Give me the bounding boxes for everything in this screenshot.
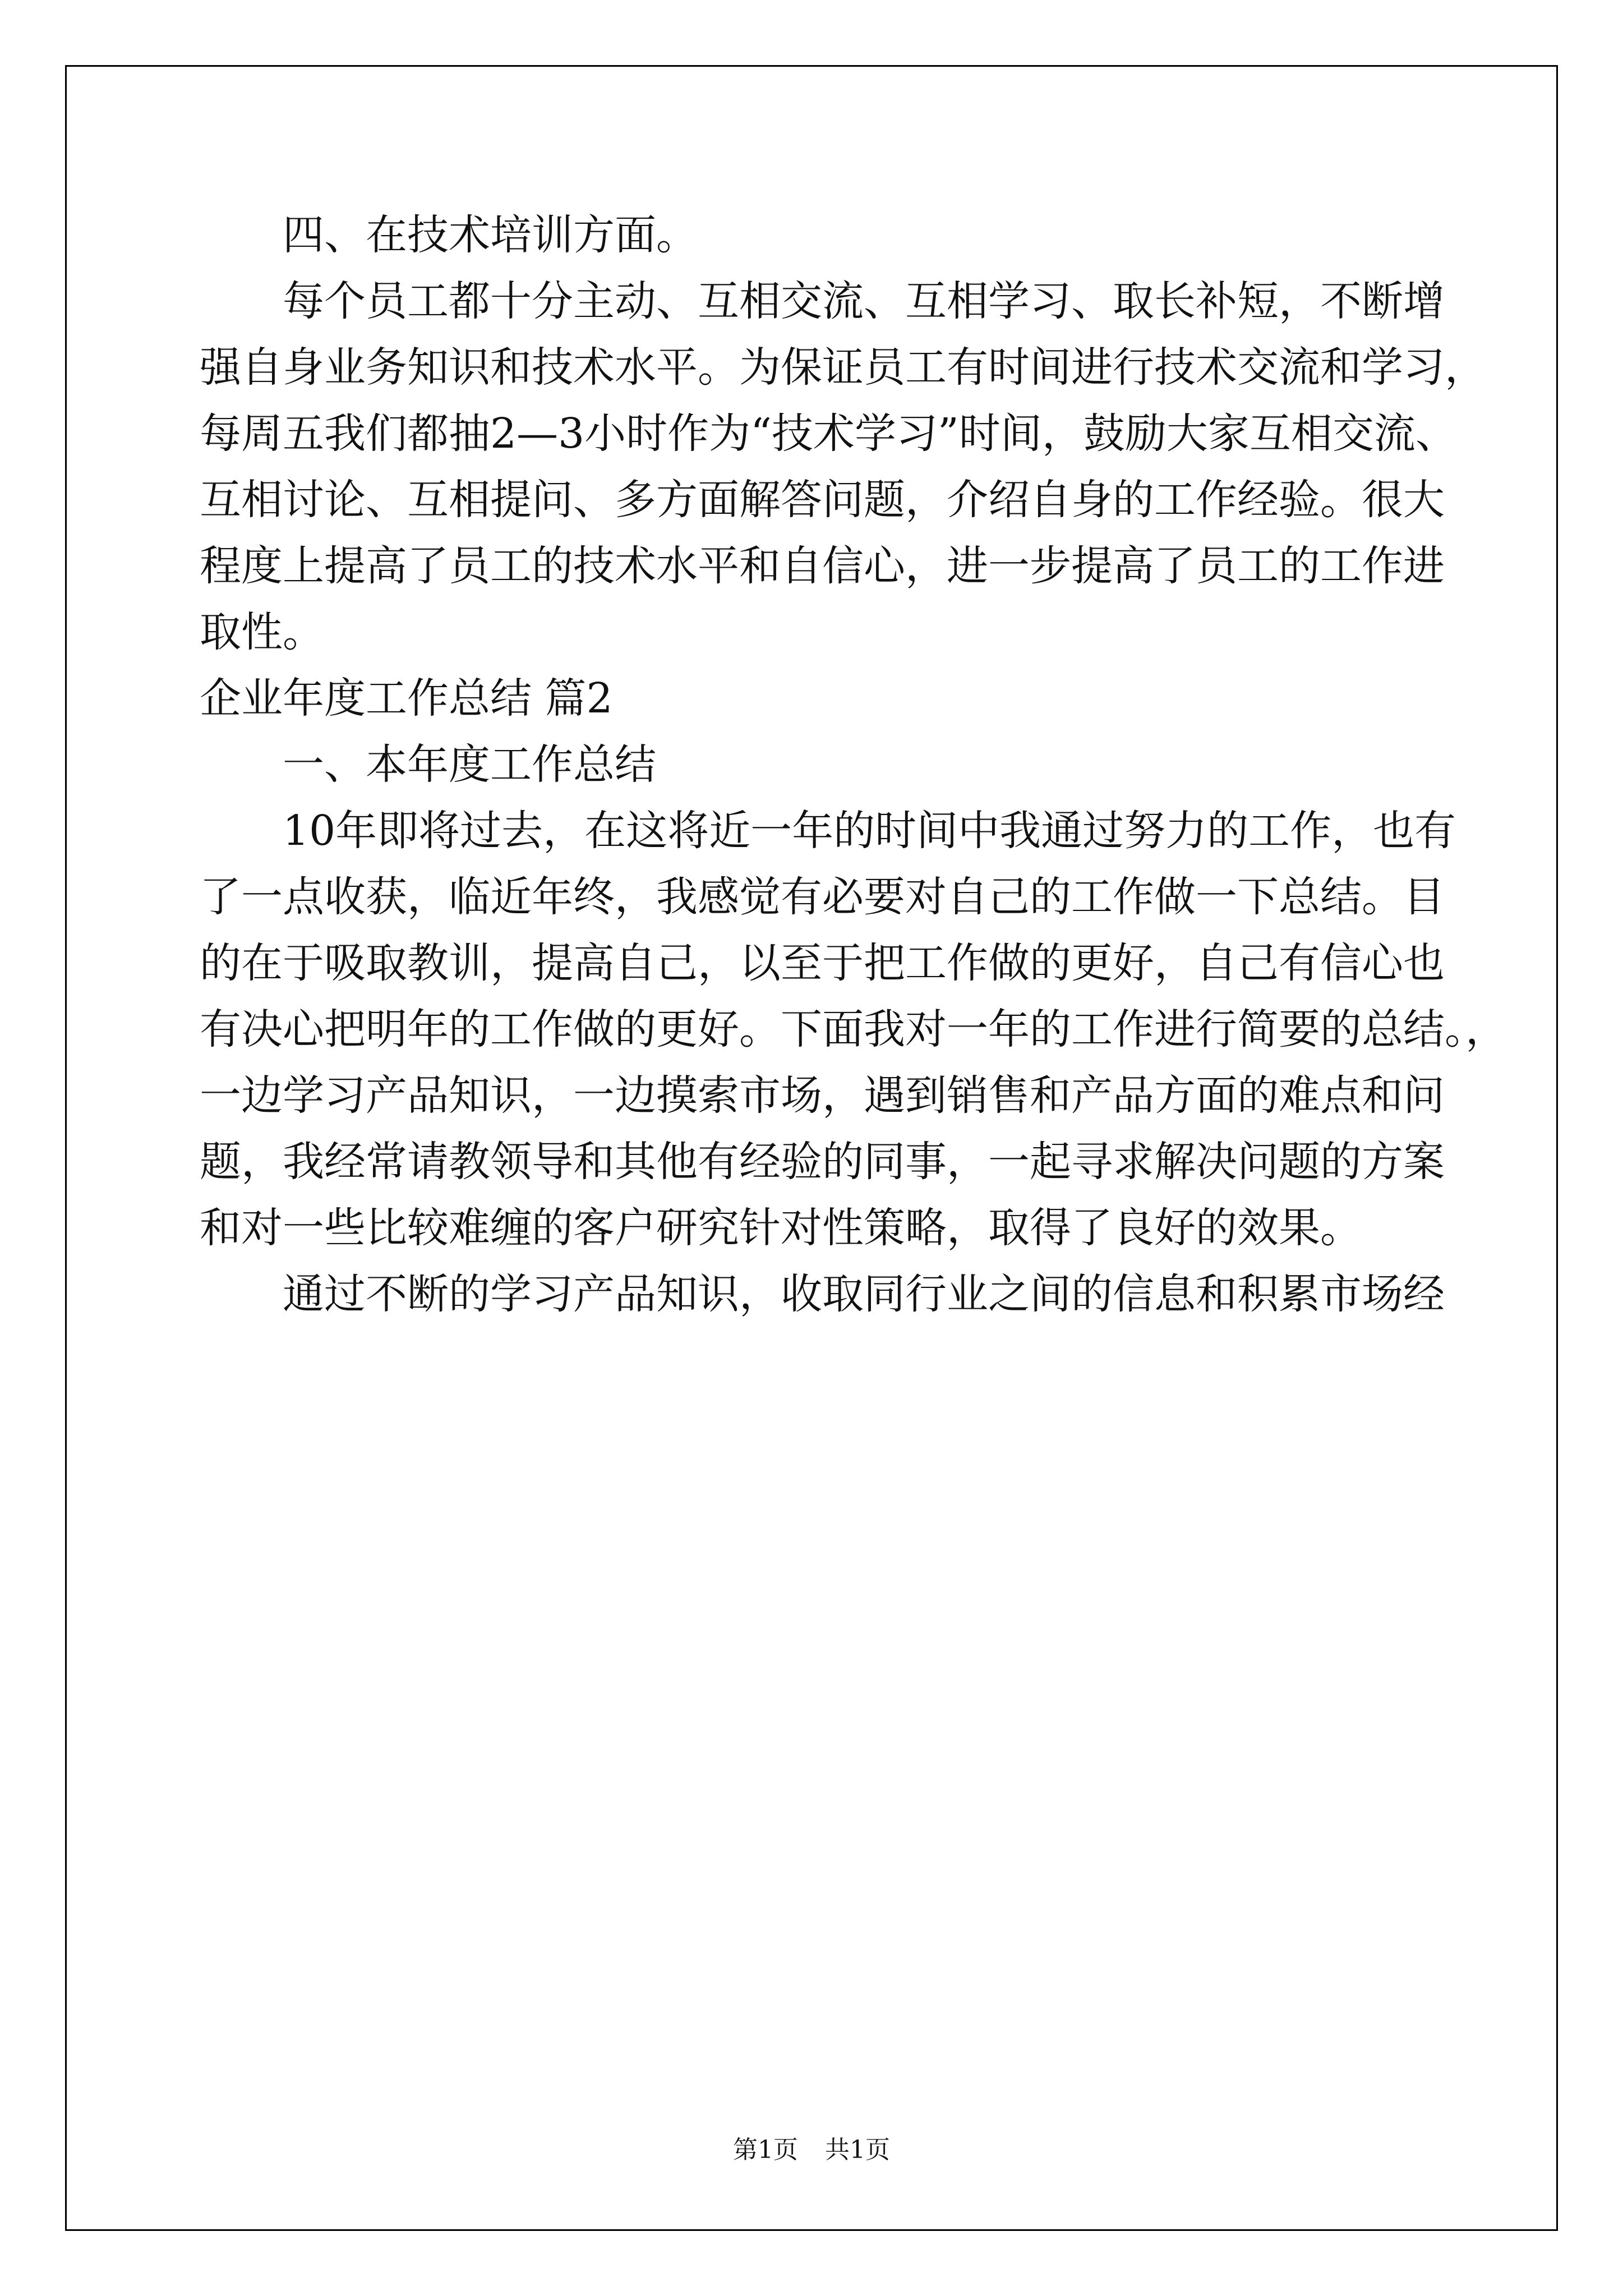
paragraph-line: 程度上提高了员工的技术水平和自信心，进一步提高了员工的工作进 xyxy=(200,542,1445,590)
page-count: 共1页 xyxy=(825,2136,890,2164)
section-heading: 四、在技术培训方面。 xyxy=(283,211,698,259)
paragraph-line: 10年即将过去，在这将近一年的时间中我通过努力的工作，也有 xyxy=(283,807,1456,855)
paragraph-line: 强自身业务知识和技术水平。为保证员工有时间进行技术交流和学习， xyxy=(200,343,1486,392)
paragraph-line: 了一点收获，临近年终，我感觉有必要对自己的工作做一下总结。目 xyxy=(200,873,1445,921)
paragraph-line: 通过不断的学习产品知识，收取同行业之间的信息和积累市场经 xyxy=(283,1270,1445,1318)
paragraph-line: 取性。 xyxy=(200,608,324,656)
paragraph-line: 每个员工都十分主动、互相交流、互相学习、取长补短，不断增 xyxy=(283,277,1445,325)
page-number: 第1页 xyxy=(733,2136,798,2164)
paragraph-line: 一边学习产品知识，一边摸索市场，遇到销售和产品方面的难点和问 xyxy=(200,1071,1445,1120)
paragraph-line: 题，我经常请教领导和其他有经验的同事，一起寻求解决问题的方案 xyxy=(200,1138,1445,1186)
section-heading: 一、本年度工作总结 xyxy=(283,740,656,789)
document-body xyxy=(200,202,1507,1327)
paragraph-line: 有决心把明年的工作做的更好。下面我对一年的工作进行简要的总结。， xyxy=(200,1005,1507,1053)
paragraph-line: 每周五我们都抽2—3小时作为“技术学习”时间，鼓励大家互相交流、 xyxy=(200,409,1457,458)
paragraph-line: 互相讨论、互相提问、多方面解答问题，介绍自身的工作经验。很大 xyxy=(200,476,1445,524)
paragraph-line: 和对一些比较难缠的客户研究针对性策略，取得了良好的效果。 xyxy=(200,1204,1362,1252)
page-footer xyxy=(0,2129,1623,2165)
article-title: 企业年度工作总结 篇2 xyxy=(200,674,613,723)
paragraph-line: 的在于吸取教训，提高自己，以至于把工作做的更好，自己有信心也 xyxy=(200,939,1445,987)
